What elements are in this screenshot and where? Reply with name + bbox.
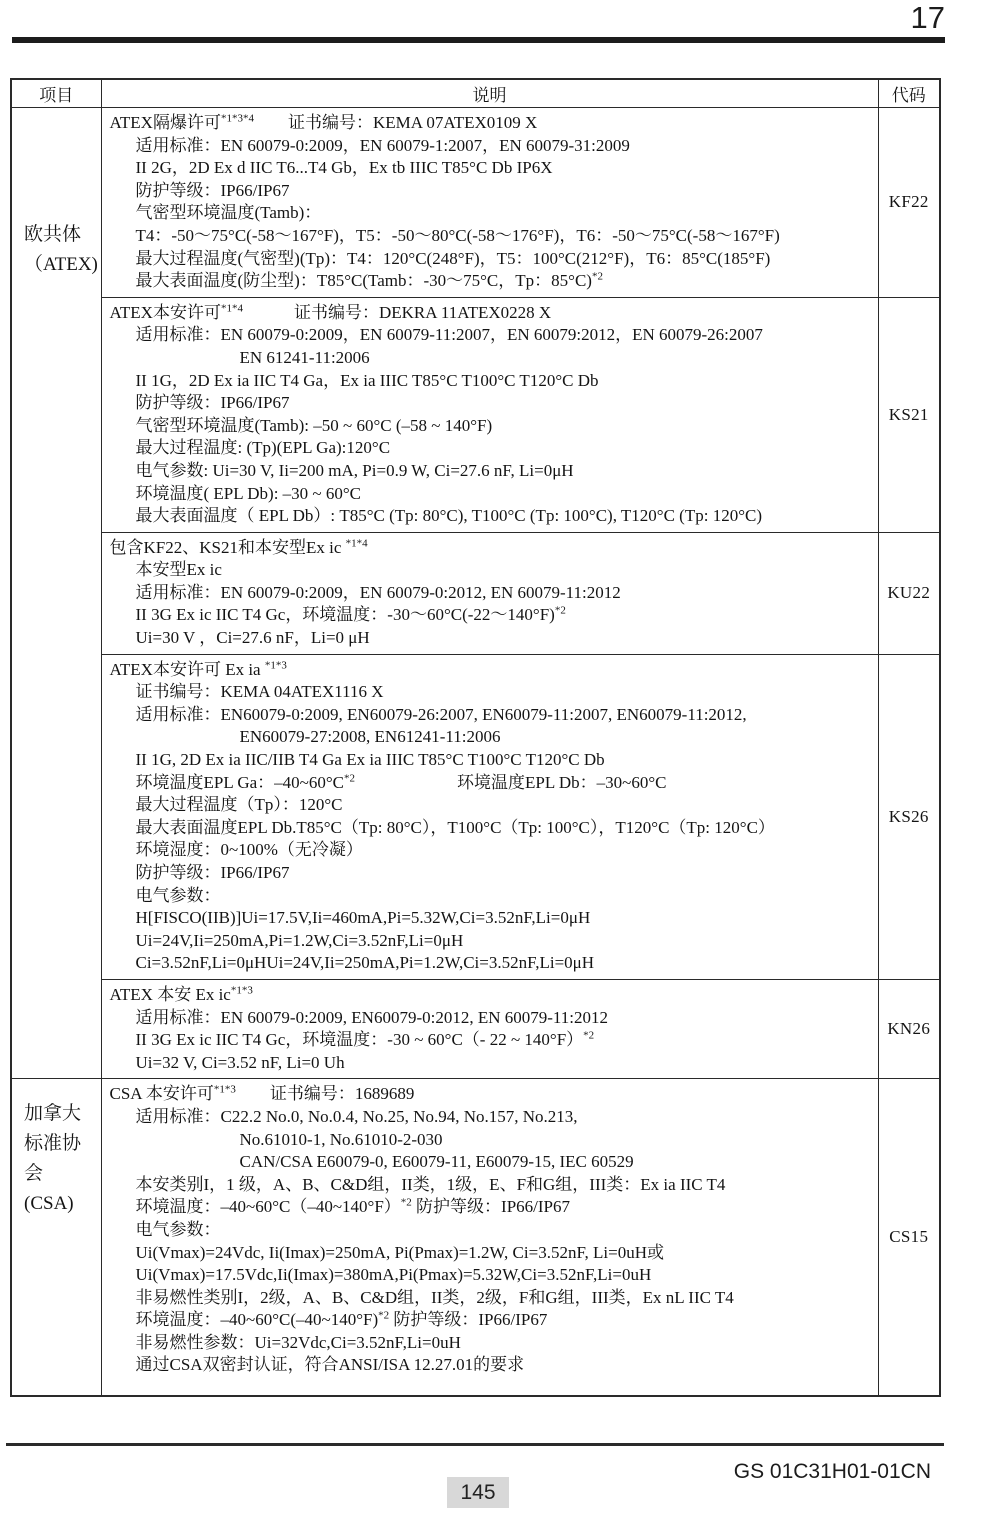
spec-text: 最大表面温度EPL Db.T85°C（Tp: 80°C），T100°C（Tp: 100°C），T120°C（Tp: 120°C）: [135, 817, 775, 837]
spec-line: [102, 1242, 877, 1265]
doc-number: GS 01C31H01-01CN: [733, 1460, 931, 1483]
top-rule: [12, 37, 945, 43]
spec-text: 适用标准：C22.2 No.0, No.0.4, No.25, No.94, No.157, No.213,: [135, 1106, 578, 1126]
table-row: [11, 654, 940, 979]
spec-text: 防护等级：IP66/IP67: [389, 1310, 548, 1330]
spec-text: 环境温度( EPL Db): –30 ~ 60°C: [135, 483, 361, 503]
description-cell: [101, 979, 878, 1078]
spec-line: [102, 1309, 877, 1332]
spec-text: 证书编号：DEKRA 11ATEX0228 X: [242, 302, 552, 322]
footnote-superscript: *2: [591, 270, 603, 283]
spec-line: [102, 347, 877, 370]
spec-text: 环境温度EPL Db：–30~60°C: [355, 772, 667, 792]
col-header-item: 项目: [11, 79, 101, 108]
item-label-line: (CSA): [24, 1193, 74, 1215]
spec-line: [102, 559, 877, 582]
spec-text: EN 61241-11:2006: [239, 347, 370, 367]
spec-text: 最大过程温度（Tp）：120°C: [135, 795, 343, 815]
table-row: [11, 1079, 940, 1396]
col-header-code: 代码: [878, 79, 940, 108]
spec-line: [102, 248, 877, 271]
table-row: [11, 979, 940, 1078]
item-label-line: 标准协会: [24, 1133, 82, 1185]
spec-text: II 2G，2D Ex d IIC T6...T4 Gb，Ex tb IIIC T85°C Db IP6X: [135, 158, 553, 178]
spec-line: [102, 907, 877, 930]
spec-text: 证书编号：1689689: [235, 1084, 415, 1104]
spec-line: [102, 952, 877, 975]
code-cell: KS21: [878, 297, 940, 532]
spec-text: 环境温度：–40~60°C(–40~140°F): [135, 1310, 379, 1330]
item-label-line: 欧共体: [24, 224, 82, 245]
spec-text: 防护等级：IP66/IP67: [411, 1197, 571, 1217]
spec-line: [102, 930, 877, 953]
description-cell: [101, 654, 878, 979]
spec-text: 适用标准：EN 60079-0:2009, EN60079-0:2012, EN 60079-11:2012: [135, 1007, 609, 1027]
spec-text: 防护等级：IP66/IP67: [135, 863, 290, 882]
spec-text: 最大表面温度（ EPL Db）: T85°C (Tp: 80°C), T100°C (Tp: 100°C), T120°C (Tp: 120°C): [135, 506, 762, 526]
spec-line: [102, 1332, 877, 1355]
spec-text: 适用标准：EN60079-0:2009, EN60079-26:2007, EN60079-11:2007, EN60079-11:2012,: [135, 704, 747, 724]
spec-text: 证书编号：KEMA 04ATEX1116 X: [135, 682, 384, 702]
spec-text: 最大表面温度(防尘型)：T85°C(Tamb：-30～75°C，Tp：85°C): [135, 271, 592, 291]
spec-line: [102, 681, 877, 704]
footnote-superscript: *2: [583, 1029, 595, 1042]
spec-text: II 3G Ex ic IIC T4 Gc，环境温度：-30～60°C(-22～140°F): [135, 605, 555, 625]
spec-line: [102, 984, 877, 1007]
spec-line: [102, 1151, 877, 1174]
spec-text: ATEX 本安 Ex ic: [109, 984, 231, 1004]
spec-text: 电气参数：: [135, 1219, 221, 1239]
spec-line: [102, 180, 877, 203]
spec-text: 环境湿度：0~100%（无冷凝）: [135, 840, 363, 860]
spec-line: [102, 839, 877, 862]
spec-text: Ui=24V,Ii=250mA,Pi=1.2W,Ci=3.52nF,Li=0μH: [135, 930, 464, 950]
spec-line: [102, 1196, 877, 1219]
spec-line: [102, 817, 877, 840]
spec-text: Ci=3.52nF,Li=0μHUi=24V,Ii=250mA,Pi=1.2W,Ci=3.52nF,Li=0μH: [135, 953, 595, 973]
footnote-superscript: *1*3: [230, 984, 253, 997]
spec-text: II 1G, 2D Ex ia IIC/IIB T4 Ga Ex ia IIIC T85°C T100°C T120°C Db: [135, 750, 605, 770]
spec-text: 防护等级：IP66/IP67: [135, 393, 290, 413]
spec-line: [102, 582, 877, 605]
spec-text: II 3G Ex ic IIC T4 Gc，环境温度：-30 ~ 60°C（- 22 ~ 140°F）: [135, 1030, 584, 1050]
spec-line: [102, 324, 877, 347]
spec-line: [102, 627, 877, 650]
footnote-superscript: *2: [400, 1196, 412, 1209]
spec-text: 非易燃性类别I，2级，A、B、C&D组，II类，2级，F和G组，III类，Ex nL IIC T4: [135, 1287, 734, 1307]
item-label-line: （ATEX): [24, 254, 98, 275]
item-cell: [11, 108, 101, 1079]
spec-text: 气密型环境温度(Tamb): –50 ~ 60°C (–58 ~ 140°F): [135, 415, 493, 435]
spec-text: 最大过程温度(气密型)(Tp)：T4：120°C(248°F)，T5：100°C(212°F)，T6：85°C(185°F): [135, 248, 771, 268]
spec-line: [102, 862, 877, 885]
code-cell: KN26: [878, 979, 940, 1078]
spec-text: 适用标准：EN 60079-0:2009，EN 60079-0:2012, EN 60079-11:2012: [135, 582, 621, 602]
spec-line: [102, 225, 877, 248]
spec-text: EN60079-27:2008, EN61241-11:2006: [239, 727, 501, 747]
spec-line: [102, 370, 877, 393]
spec-line: [102, 794, 877, 817]
spec-text: 最大过程温度: (Tp)(EPL Ga):120°C: [135, 438, 391, 458]
spec-text: 包含KF22、KS21和本安型Ex ic: [109, 537, 346, 557]
spec-line: [102, 704, 877, 727]
spec-line: [102, 749, 877, 772]
spec-line: [102, 135, 877, 158]
spec-text: 证书编号：KEMA 07ATEX0109 X: [253, 113, 538, 132]
spec-text: Ui(Vmax)=17.5Vdc,Ii(Imax)=380mA,Pi(Pmax)=5.32W,Ci=3.52nF,Li=0uH: [135, 1265, 652, 1285]
spec-text: II 1G，2D Ex ia IIC T4 Ga，Ex ia IIIC T85°C T100°C T120°C Db: [135, 370, 599, 390]
spec-line: [102, 1174, 877, 1197]
table-header-row: [11, 79, 940, 108]
spec-line: [102, 1007, 877, 1030]
spec-line: [102, 1219, 877, 1242]
spec-line: [102, 1052, 877, 1075]
spec-text: Ui=32 V, Ci=3.52 nF, Li=0 Uh: [135, 1052, 345, 1072]
spec-line: [102, 112, 877, 135]
table-row: [11, 532, 940, 654]
spec-text: 防护等级：IP66/IP67: [135, 180, 290, 200]
spec-text: 环境温度EPL Ga：–40~60°C: [135, 772, 344, 792]
spec-line: [102, 1287, 877, 1310]
spec-line: [102, 659, 877, 682]
spec-line: [102, 302, 877, 325]
spec-line: [102, 1029, 877, 1052]
item-cell: [11, 1079, 101, 1396]
page-number-bottom: 145: [447, 1477, 509, 1508]
spec-text: T4：-50～75°C(-58～167°F)，T5：-50～80°C(-58～176°F)，T6：-50～75°C(-58～167°F): [135, 225, 780, 245]
spec-text: ATEX本安许可: [109, 302, 221, 322]
spec-line: [102, 270, 877, 293]
footnote-superscript: *1*3: [213, 1083, 236, 1096]
spec-text: ATEX隔爆许可: [109, 113, 221, 132]
spec-text: CAN/CSA E60079-0, E60079-11, E60079-15, IEC 60529: [239, 1152, 634, 1172]
spec-text: ATEX本安许可 Ex ia: [109, 659, 265, 679]
code-cell: KU22: [878, 532, 940, 654]
spec-text: 电气参数：: [135, 885, 221, 905]
spec-line: [102, 537, 877, 560]
spec-text: 电气参数: Ui=30 V, Ii=200 mA, Pi=0.9 W, Ci=27.6 nF, Li=0μH: [135, 460, 574, 480]
spec-text: 适用标准：EN 60079-0:2009，EN 60079-1:2007，EN 60079-31:2009: [135, 135, 630, 155]
col-header-description: 说明: [101, 79, 878, 108]
spec-line: [102, 202, 877, 225]
footnote-superscript: *2: [378, 1309, 390, 1322]
spec-text: 气密型环境温度(Tamb)：: [135, 203, 322, 223]
spec-line: [102, 505, 877, 528]
code-cell: KS26: [878, 654, 940, 979]
spec-table-body: [11, 108, 940, 1397]
description-cell: [101, 532, 878, 654]
spec-line: [102, 885, 877, 908]
spec-text: H[FISCO(IIB)]Ui=17.5V,Ii=460mA,Pi=5.32W,Ci=3.52nF,Li=0μH: [135, 908, 591, 928]
spec-text: CSA 本安许可: [109, 1084, 214, 1104]
spec-line: [102, 1083, 877, 1106]
item-label-line: 加拿大: [24, 1103, 82, 1125]
footnote-superscript: *2: [344, 771, 355, 784]
spec-text: 本安类别I，1 级，A、B、C&D组，II类，1级，E、F和G组，III类：Ex ia IIC T4: [135, 1174, 726, 1194]
footnote-superscript: *2: [554, 604, 566, 617]
page-number-top: 17: [910, 0, 945, 35]
spec-text: No.61010-1, No.61010-2-030: [239, 1129, 443, 1149]
spec-line: [102, 726, 877, 749]
spec-line: [102, 392, 877, 415]
spec-line: [102, 1264, 877, 1287]
footer-rule: [6, 1443, 944, 1446]
spec-line: [102, 415, 877, 438]
table-row: [11, 297, 940, 532]
table-row: [11, 108, 940, 298]
code-cell: KF22: [878, 108, 940, 298]
description-cell: [101, 297, 878, 532]
spec-text: 适用标准：EN 60079-0:2009，EN 60079-11:2007，EN 60079:2012，EN 60079-26:2007: [135, 325, 763, 345]
spec-line: [102, 772, 877, 795]
spec-line: [102, 1354, 877, 1377]
spec-text: Ui(Vmax)=24Vdc, Ii(Imax)=250mA, Pi(Pmax)=1.2W, Ci=3.52nF, Li=0uH或: [135, 1242, 665, 1262]
spec-text: 本安型Ex ic: [135, 560, 222, 580]
spec-line: [102, 437, 877, 460]
spec-line: [102, 1129, 877, 1152]
spec-text: 通过CSA双密封认证，符合ANSI/ISA 12.27.01的要求: [135, 1355, 525, 1375]
footnote-superscript: *1*4: [345, 537, 368, 550]
spec-line: [102, 460, 877, 483]
footnote-superscript: *1*3*4: [220, 112, 254, 125]
spec-line: [102, 604, 877, 627]
footnote-superscript: *1*4: [220, 302, 243, 315]
footnote-superscript: *1*3: [264, 659, 287, 671]
spec-table: [10, 78, 941, 1397]
spec-text: 非易燃性参数：Ui=32Vdc,Ci=3.52nF,Li=0uH: [135, 1332, 461, 1352]
spec-line: [102, 157, 877, 180]
description-cell: [101, 1079, 878, 1396]
spec-line: [102, 483, 877, 506]
code-cell: CS15: [878, 1079, 940, 1396]
description-cell: [101, 108, 878, 298]
spec-text: 环境温度：–40~60°C（–40~140°F）: [135, 1197, 401, 1217]
spec-line: [102, 1106, 877, 1129]
spec-text: Ui=30 V ，Ci=27.6 nF，Li=0 μH: [135, 628, 370, 648]
